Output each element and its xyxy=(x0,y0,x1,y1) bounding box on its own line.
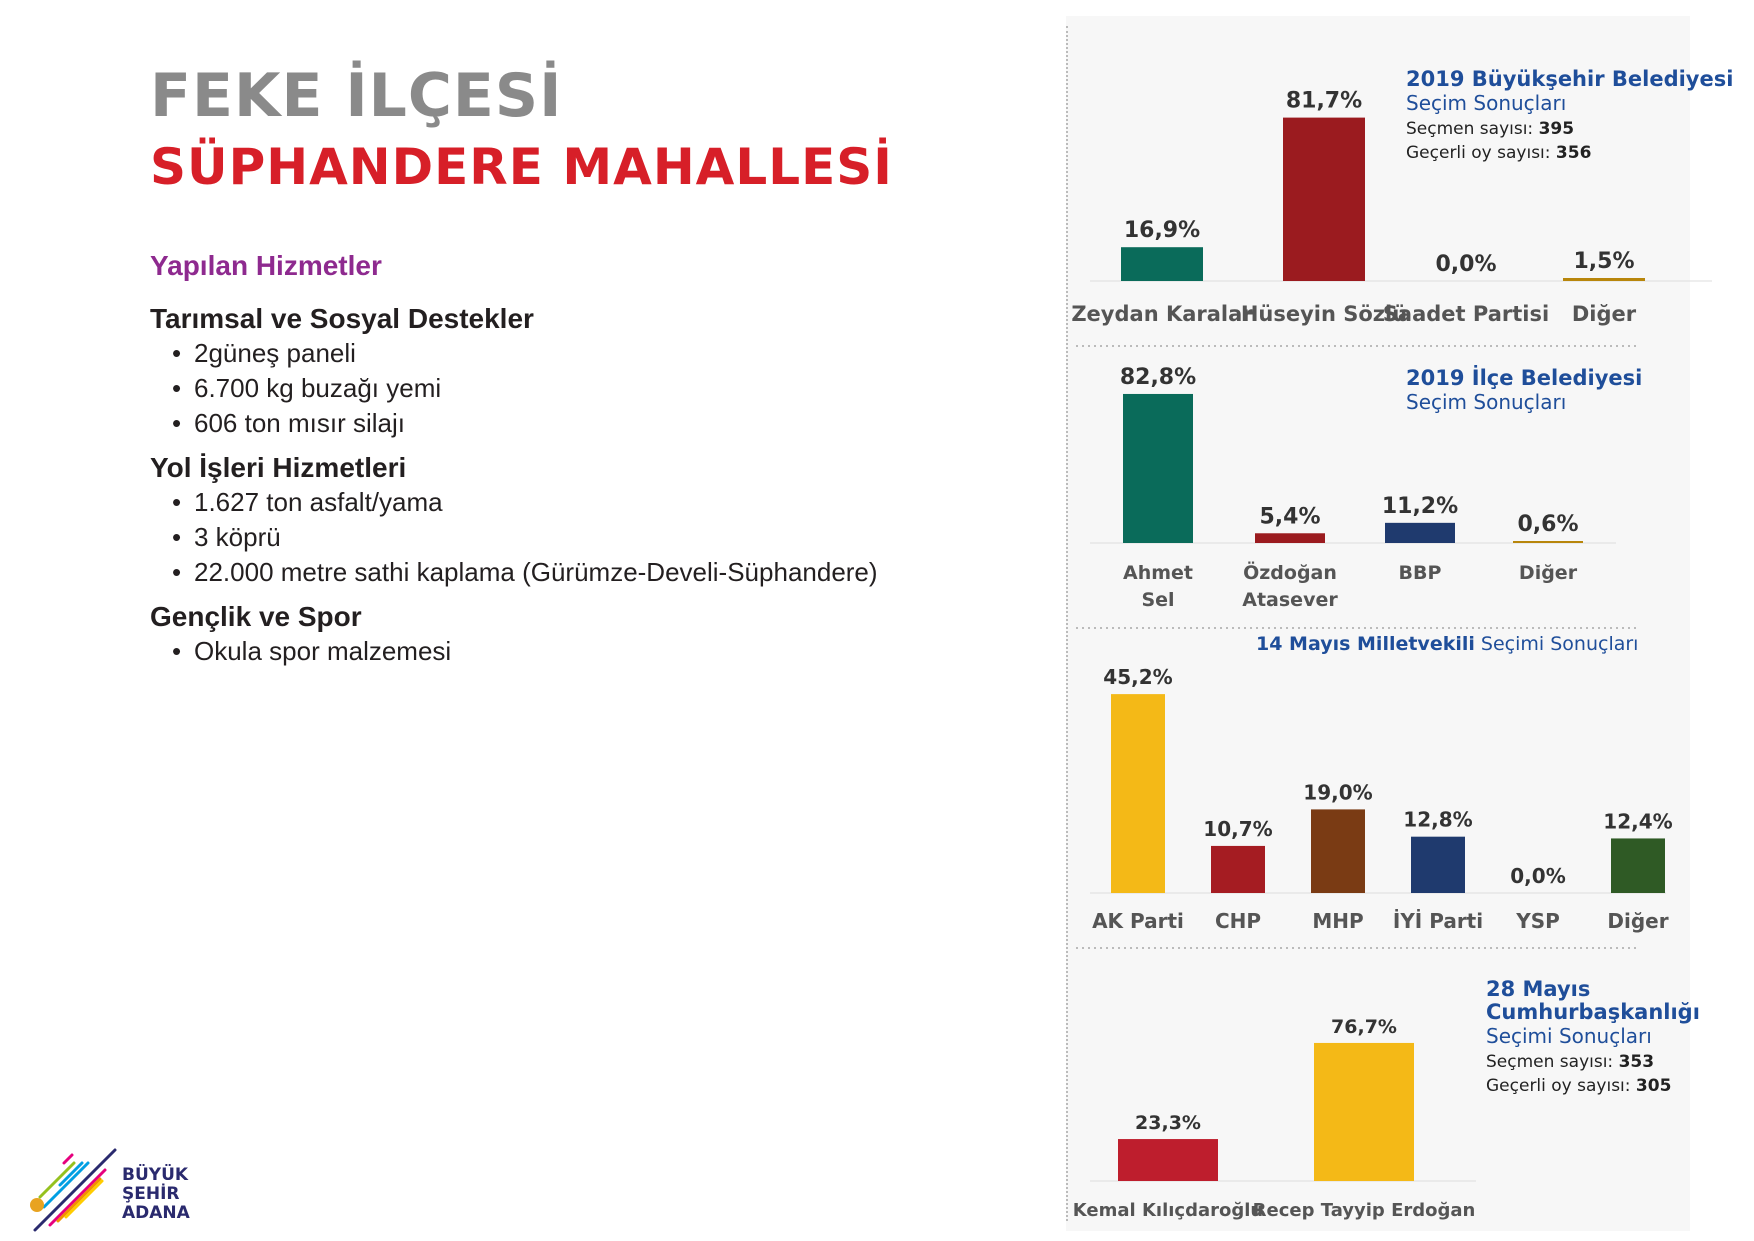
data-label: 19,0% xyxy=(1303,780,1373,805)
info-value: 305 xyxy=(1635,1076,1672,1096)
chart-bar xyxy=(1123,394,1193,543)
data-label: 1,5% xyxy=(1573,249,1635,274)
chart-bar xyxy=(1563,278,1645,281)
chart-title: 2019 İlçe Belediyesi xyxy=(1406,366,1643,390)
election-results-panel xyxy=(1066,16,1734,1231)
category-label: YSP xyxy=(1516,909,1560,933)
data-label: 5,4% xyxy=(1259,504,1321,530)
data-label: 23,3% xyxy=(1135,1112,1201,1135)
chart-bar xyxy=(1411,837,1465,893)
category-items xyxy=(150,485,1030,590)
category-title: Tarımsal ve Sosyal Destekler xyxy=(150,303,534,334)
list-item: • 6.700 kg buzağı yemi xyxy=(172,371,1030,406)
district-title: FEKE İLÇESİ xyxy=(150,61,563,131)
category-label: AK Parti xyxy=(1092,909,1184,933)
chart-subtitle: Seçim Sonuçları xyxy=(1406,390,1567,414)
data-label: 12,4% xyxy=(1603,809,1673,834)
chart-bar xyxy=(1611,838,1665,893)
logo-stripes-icon xyxy=(30,1135,120,1235)
data-label: 45,2% xyxy=(1103,665,1173,690)
info-label: Seçmen sayısı: xyxy=(1406,119,1539,139)
category-items xyxy=(150,634,1030,669)
logo-text-line3: ADANA xyxy=(122,1203,190,1223)
chart-bar xyxy=(1513,541,1583,543)
chart-bar xyxy=(1211,846,1265,893)
info-value: 395 xyxy=(1538,119,1575,139)
chart-bar xyxy=(1255,533,1325,543)
chart-title: Cumhurbaşkanlığı xyxy=(1486,1000,1700,1024)
services-heading: Yapılan Hizmetler xyxy=(150,250,382,281)
service-category xyxy=(150,451,1030,590)
data-label: 0,6% xyxy=(1517,512,1579,537)
chart-subtitle: Seçimi Sonuçları xyxy=(1474,633,1639,655)
category-label: BBP xyxy=(1398,562,1442,584)
list-item: • 2güneş paneli xyxy=(172,336,1030,371)
list-item: • Okula spor malzemesi xyxy=(172,634,1030,669)
services-list xyxy=(150,302,1030,679)
service-category xyxy=(150,302,1030,441)
category-items xyxy=(150,336,1030,441)
info-label: Geçerli oy sayısı: xyxy=(1406,143,1556,163)
emblem-icon xyxy=(30,1198,44,1212)
data-label: 76,7% xyxy=(1331,1015,1397,1038)
list-item: • 3 köprü xyxy=(172,520,1030,555)
info-value: 353 xyxy=(1618,1052,1655,1072)
category-label: Ahmet xyxy=(1123,562,1193,584)
data-label: 11,2% xyxy=(1381,493,1459,519)
chart-bar xyxy=(1311,809,1365,893)
category-label: CHP xyxy=(1214,909,1262,933)
buyuksehir-adana-logo xyxy=(30,1135,200,1235)
chart-subtitle: Seçimi Sonuçları xyxy=(1486,1024,1652,1048)
chart-bar xyxy=(1121,247,1203,281)
category-label: Diğer xyxy=(1518,562,1578,584)
chart-bar xyxy=(1118,1139,1218,1181)
category-title: Gençlik ve Spor xyxy=(150,601,362,632)
chart-bar xyxy=(1314,1043,1414,1181)
category-label: Sel xyxy=(1141,589,1175,611)
data-label: 10,7% xyxy=(1203,816,1273,841)
chart-title: 28 Mayıs xyxy=(1486,977,1591,1001)
data-label: 0,0% xyxy=(1435,252,1497,277)
category-label: Recep Tayyip Erdoğan xyxy=(1252,1200,1476,1221)
election-charts xyxy=(1066,16,1734,1231)
category-label: Diğer xyxy=(1571,302,1637,326)
data-label: 82,8% xyxy=(1119,364,1197,390)
category-label: Saadet Partisi xyxy=(1382,302,1550,326)
chart-bar xyxy=(1283,118,1365,281)
chart-info xyxy=(1486,1076,1671,1096)
info-label: Seçmen sayısı: xyxy=(1486,1052,1619,1072)
chart-info xyxy=(1406,119,1574,139)
list-item: • 606 ton mısır silajı xyxy=(172,406,1030,441)
category-label: Zeydan Karalar xyxy=(1071,302,1253,326)
info-label: Geçerli oy sayısı: xyxy=(1486,1076,1636,1096)
list-item: • 22.000 metre sathi kaplama (Gürümze-Develi-Süphandere) xyxy=(172,555,1030,590)
chart-bar xyxy=(1111,694,1165,893)
data-label: 81,7% xyxy=(1285,88,1363,114)
neighborhood-title: SÜPHANDERE MAHALLESİ xyxy=(150,138,893,196)
list-item: • 1.627 ton asfalt/yama xyxy=(172,485,1030,520)
info-value: 356 xyxy=(1555,143,1592,163)
data-label: 12,8% xyxy=(1403,807,1473,832)
data-label: 0,0% xyxy=(1510,864,1566,888)
chart-title: 2019 Büyükşehir Belediyesi xyxy=(1406,67,1734,91)
logo-text-line2: ŞEHİR xyxy=(122,1184,180,1204)
chart-subtitle: Seçim Sonuçları xyxy=(1406,91,1567,115)
chart-info xyxy=(1406,143,1591,163)
chart-info xyxy=(1486,1052,1654,1072)
category-label: Atasever xyxy=(1242,589,1338,611)
logo-text-line1: BÜYÜK xyxy=(122,1165,189,1185)
data-label: 16,9% xyxy=(1123,218,1201,244)
category-label: MHP xyxy=(1312,909,1364,933)
category-label: Özdoğan xyxy=(1243,562,1337,584)
category-title: Yol İşleri Hizmetleri xyxy=(150,452,407,483)
chart-title xyxy=(1256,633,1638,655)
category-label: Diğer xyxy=(1607,909,1669,933)
chart-bar xyxy=(1385,523,1455,543)
service-category xyxy=(150,600,1030,669)
category-label: Kemal Kılıçdaroğlu xyxy=(1072,1200,1264,1221)
category-label: İYİ Parti xyxy=(1392,909,1484,933)
category-label: Hüseyin Sözlü xyxy=(1240,302,1408,326)
chart-title-main: 14 Mayıs Milletvekili xyxy=(1256,633,1475,655)
